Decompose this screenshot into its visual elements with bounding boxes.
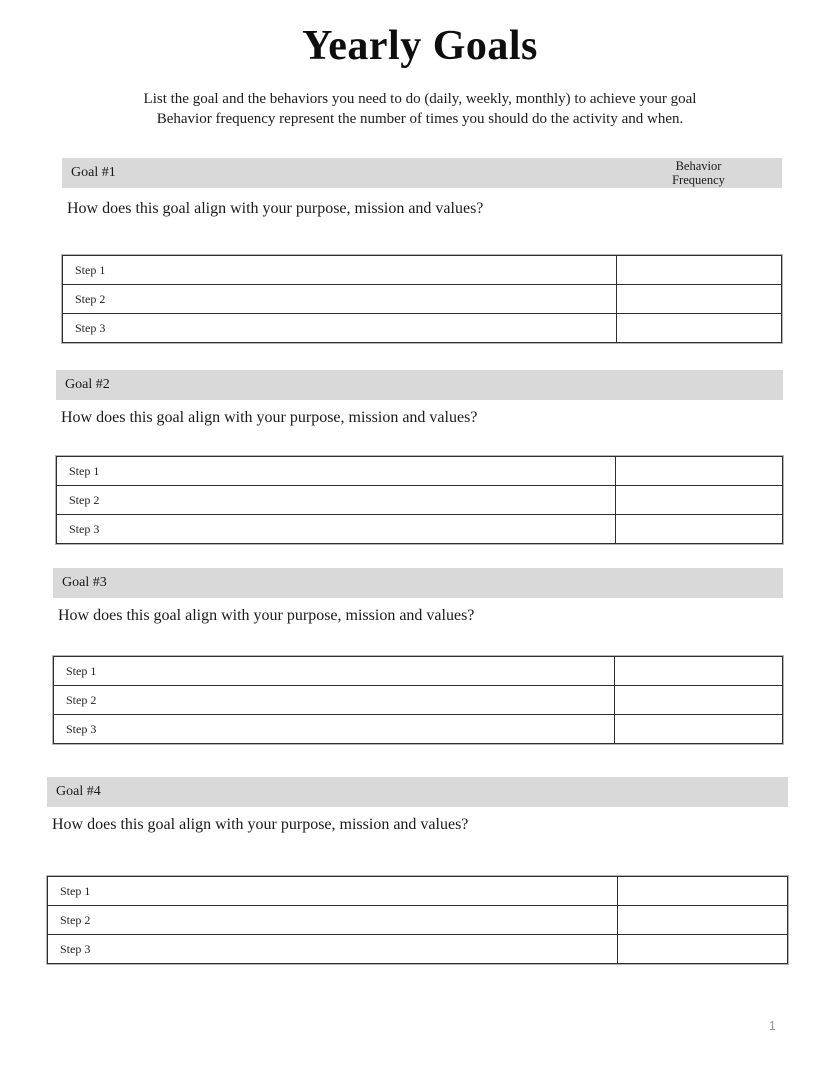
goal-1-step-2-frequency-cell[interactable] xyxy=(616,285,781,314)
table-row xyxy=(54,686,783,715)
table-row xyxy=(63,314,782,343)
instructions-line-2: Behavior frequency represent the number of times you should do the activity and when. xyxy=(156,111,684,127)
goal-3-step-3-frequency-cell[interactable] xyxy=(615,715,783,744)
goal-2-step-2-label-cell[interactable]: Step 2 xyxy=(57,486,616,515)
goal-3-step-2-frequency-cell[interactable] xyxy=(615,686,783,715)
goal-2-steps-table xyxy=(56,456,783,544)
goal-3-step-3-label-cell[interactable]: Step 3 xyxy=(54,715,615,744)
table-row xyxy=(63,256,782,285)
goal-3-step-1-frequency-cell[interactable] xyxy=(615,657,783,686)
behavior-frequency-column-header xyxy=(615,159,782,187)
page-number: 1 xyxy=(768,1018,776,1033)
goal-2-step-1-label-cell[interactable]: Step 1 xyxy=(57,457,616,486)
goal-1-label: Goal #1 xyxy=(71,165,116,180)
goal-2-step-3-frequency-cell[interactable] xyxy=(616,515,783,544)
table-row xyxy=(48,877,788,906)
goal-4-step-2-label-cell[interactable]: Step 2 xyxy=(48,906,618,935)
goal-3-header-bar xyxy=(53,568,783,598)
goal-1-step-3-label-cell[interactable]: Step 3 xyxy=(63,314,617,343)
goal-1-step-1-frequency-cell[interactable] xyxy=(616,256,781,285)
goal-2-alignment-question: How does this goal align with your purpose, mission and values? xyxy=(61,409,478,426)
goal-4-step-2-frequency-cell[interactable] xyxy=(617,906,787,935)
goal-4-header-bar xyxy=(47,777,788,807)
behavior-frequency-line-1: Behavior xyxy=(675,159,722,173)
behavior-frequency-line-2: Frequency xyxy=(672,173,725,187)
table-row xyxy=(48,906,788,935)
goal-1-steps-table xyxy=(62,255,782,343)
goal-section-2 xyxy=(56,370,783,544)
goal-4-step-3-frequency-cell[interactable] xyxy=(617,935,787,964)
goal-3-step-1-label-cell[interactable]: Step 1 xyxy=(54,657,615,686)
goal-1-step-3-frequency-cell[interactable] xyxy=(616,314,781,343)
table-row xyxy=(57,486,783,515)
goal-4-step-1-label-cell[interactable]: Step 1 xyxy=(48,877,618,906)
goal-1-alignment-question: How does this goal align with your purpose, mission and values? xyxy=(67,200,484,217)
goal-section-3 xyxy=(53,568,783,744)
goal-3-steps-table xyxy=(53,656,783,744)
table-row xyxy=(57,515,783,544)
goal-1-step-1-label-cell[interactable]: Step 1 xyxy=(63,256,617,285)
table-row xyxy=(57,457,783,486)
goal-1-header-bar xyxy=(62,158,782,188)
table-row xyxy=(54,657,783,686)
goal-2-label: Goal #2 xyxy=(65,377,110,392)
goal-3-label: Goal #3 xyxy=(62,575,107,590)
goal-section-4 xyxy=(47,777,788,964)
page-title: Yearly Goals xyxy=(302,23,538,69)
goal-4-step-3-label-cell[interactable]: Step 3 xyxy=(48,935,618,964)
goal-4-steps-table xyxy=(47,876,788,964)
instructions xyxy=(0,89,840,129)
table-row xyxy=(63,285,782,314)
goal-4-label: Goal #4 xyxy=(56,784,101,799)
goal-2-step-3-label-cell[interactable]: Step 3 xyxy=(57,515,616,544)
goal-4-step-1-frequency-cell[interactable] xyxy=(617,877,787,906)
table-row xyxy=(48,935,788,964)
goal-3-alignment-question: How does this goal align with your purpose, mission and values? xyxy=(58,607,475,624)
instructions-line-1: List the goal and the behaviors you need to do (daily, weekly, monthly) to achieve your goal xyxy=(143,91,697,107)
goal-4-alignment-question: How does this goal align with your purpose, mission and values? xyxy=(52,816,469,833)
goal-2-step-1-frequency-cell[interactable] xyxy=(616,457,783,486)
goal-1-step-2-label-cell[interactable]: Step 2 xyxy=(63,285,617,314)
table-row xyxy=(54,715,783,744)
goal-2-step-2-frequency-cell[interactable] xyxy=(616,486,783,515)
goal-3-step-2-label-cell[interactable]: Step 2 xyxy=(54,686,615,715)
goal-section-1 xyxy=(62,158,782,343)
goal-2-header-bar xyxy=(56,370,783,400)
